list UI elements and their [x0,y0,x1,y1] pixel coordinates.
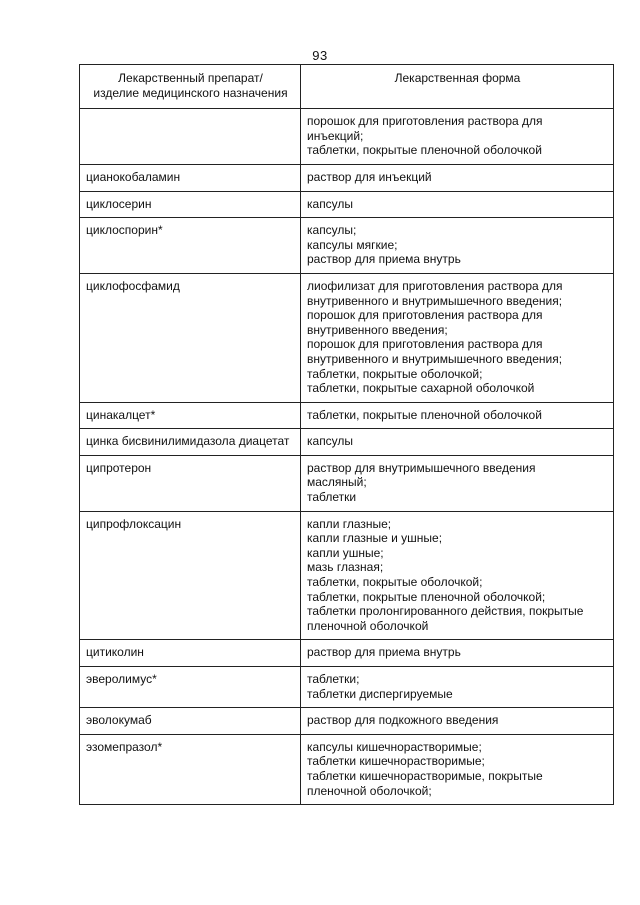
dosage-form-line: таблетки кишечнорастворимые, покрытые [307,768,543,783]
dosage-form-line: таблетки, покрытые сахарной оболочкой [307,381,535,396]
dosage-form-line: внутривенного и внутримышечного введения; [307,351,563,366]
drug-name-cell: циклофосфамид [80,273,301,402]
drug-name-cell: эволокумаб [80,708,301,735]
dosage-form-line: капсулы [307,196,354,211]
page-number: 93 [312,48,328,63]
drug-name-cell: эзомепразол* [80,734,301,804]
dosage-form-line: раствор для внутримышечного введения [307,460,536,475]
dosage-form-line: порошок для приготовления раствора для [307,337,543,352]
header-drug [80,65,301,109]
dosage-form-line: мазь глазная; [307,560,384,575]
drug-table [79,64,614,805]
table-row [80,455,614,511]
dosage-form-line: капсулы [307,434,354,449]
dosage-form-line: таблетки кишечнорастворимые; [307,754,485,769]
dosage-form-line: масляный; [307,475,367,490]
dosage-form-line: таблетки; [307,672,360,686]
drug-name-cell: ципротерон [80,455,301,511]
dosage-form-line: раствор для подкожного введения [307,713,499,728]
table-row [80,667,614,708]
dosage-form-line: капли глазные и ушные; [307,531,443,546]
drug-name-cell: эверолимус* [80,667,301,708]
dosage-form-line: внутривенного и внутримышечного введения; [307,293,563,308]
dosage-form-cell [301,429,614,456]
table-row [80,429,614,456]
dosage-form-line: капли ушные; [307,545,384,560]
drug-name-cell: цианокобаламин [80,164,301,191]
dosage-form-line: порошок для приготовления раствора для [307,114,543,129]
dosage-form-line: таблетки, покрытые пленочной оболочкой; [307,589,546,604]
dosage-form-cell [301,734,614,804]
table-body [80,109,614,805]
drug-name-cell: циклоспорин* [80,218,301,274]
table-row [80,273,614,402]
table-row [80,640,614,667]
dosage-form-line: порошок для приготовления раствора для [307,308,543,323]
dosage-form-line: раствор для инъекций [307,169,432,184]
header-form-line: Лекарственная форма [394,71,521,85]
table-row [80,402,614,429]
drug-name-cell [80,109,301,165]
dosage-form-line: раствор для приема внутрь [307,645,461,660]
dosage-form-line: пленочной оболочкой; [307,783,432,798]
dosage-form-cell [301,667,614,708]
header-form [301,65,614,109]
drug-name-cell: ципрофлоксацин [80,511,301,640]
table-row [80,191,614,218]
dosage-form-line: раствор для приема внутрь [307,252,461,267]
table-row [80,218,614,274]
table-header-row [80,65,614,109]
table-row [80,164,614,191]
dosage-form-cell [301,511,614,640]
dosage-form-line: таблетки, покрытые пленочной оболочкой [307,407,542,422]
table-row [80,708,614,735]
drug-name-cell: цитиколин [80,640,301,667]
table-row [80,109,614,165]
dosage-form-cell [301,191,614,218]
dosage-form-line: капсулы мягкие; [307,237,398,252]
header-drug-line: Лекарственный препарат/ [118,71,263,85]
dosage-form-cell [301,402,614,429]
drug-name-cell: циклосерин [80,191,301,218]
dosage-form-cell [301,109,614,165]
dosage-form-line: таблетки пролонгированного действия, покрытые [307,604,584,619]
drug-name-cell: цинка бисвинилимидазола диацетат [80,429,301,456]
dosage-form-line: капсулы; [307,223,357,238]
drug-name-cell: цинакалцет* [80,402,301,429]
dosage-form-cell [301,455,614,511]
table-row [80,511,614,640]
dosage-form-line: таблетки, покрытые оболочкой; [307,575,483,590]
dosage-form-line: лиофилизат для приготовления раствора для [307,278,563,293]
dosage-form-line: таблетки [307,490,357,505]
dosage-form-line: капли глазные; [307,516,392,531]
dosage-form-line: пленочной оболочкой [307,618,429,633]
dosage-form-line: внутривенного введения; [307,322,448,337]
dosage-form-cell [301,164,614,191]
dosage-form-cell [301,273,614,402]
dosage-form-cell [301,640,614,667]
dosage-form-line: таблетки диспергируемые [307,686,453,701]
header-drug-line: изделие медицинского назначения [93,85,288,100]
dosage-form-line: инъекций; [307,128,364,143]
dosage-form-cell [301,708,614,735]
dosage-form-line: капсулы кишечнорастворимые; [307,739,482,754]
dosage-form-line: таблетки, покрытые оболочкой; [307,366,483,381]
table-row [80,734,614,804]
dosage-form-cell [301,218,614,274]
dosage-form-line: таблетки, покрытые пленочной оболочкой [307,143,542,158]
